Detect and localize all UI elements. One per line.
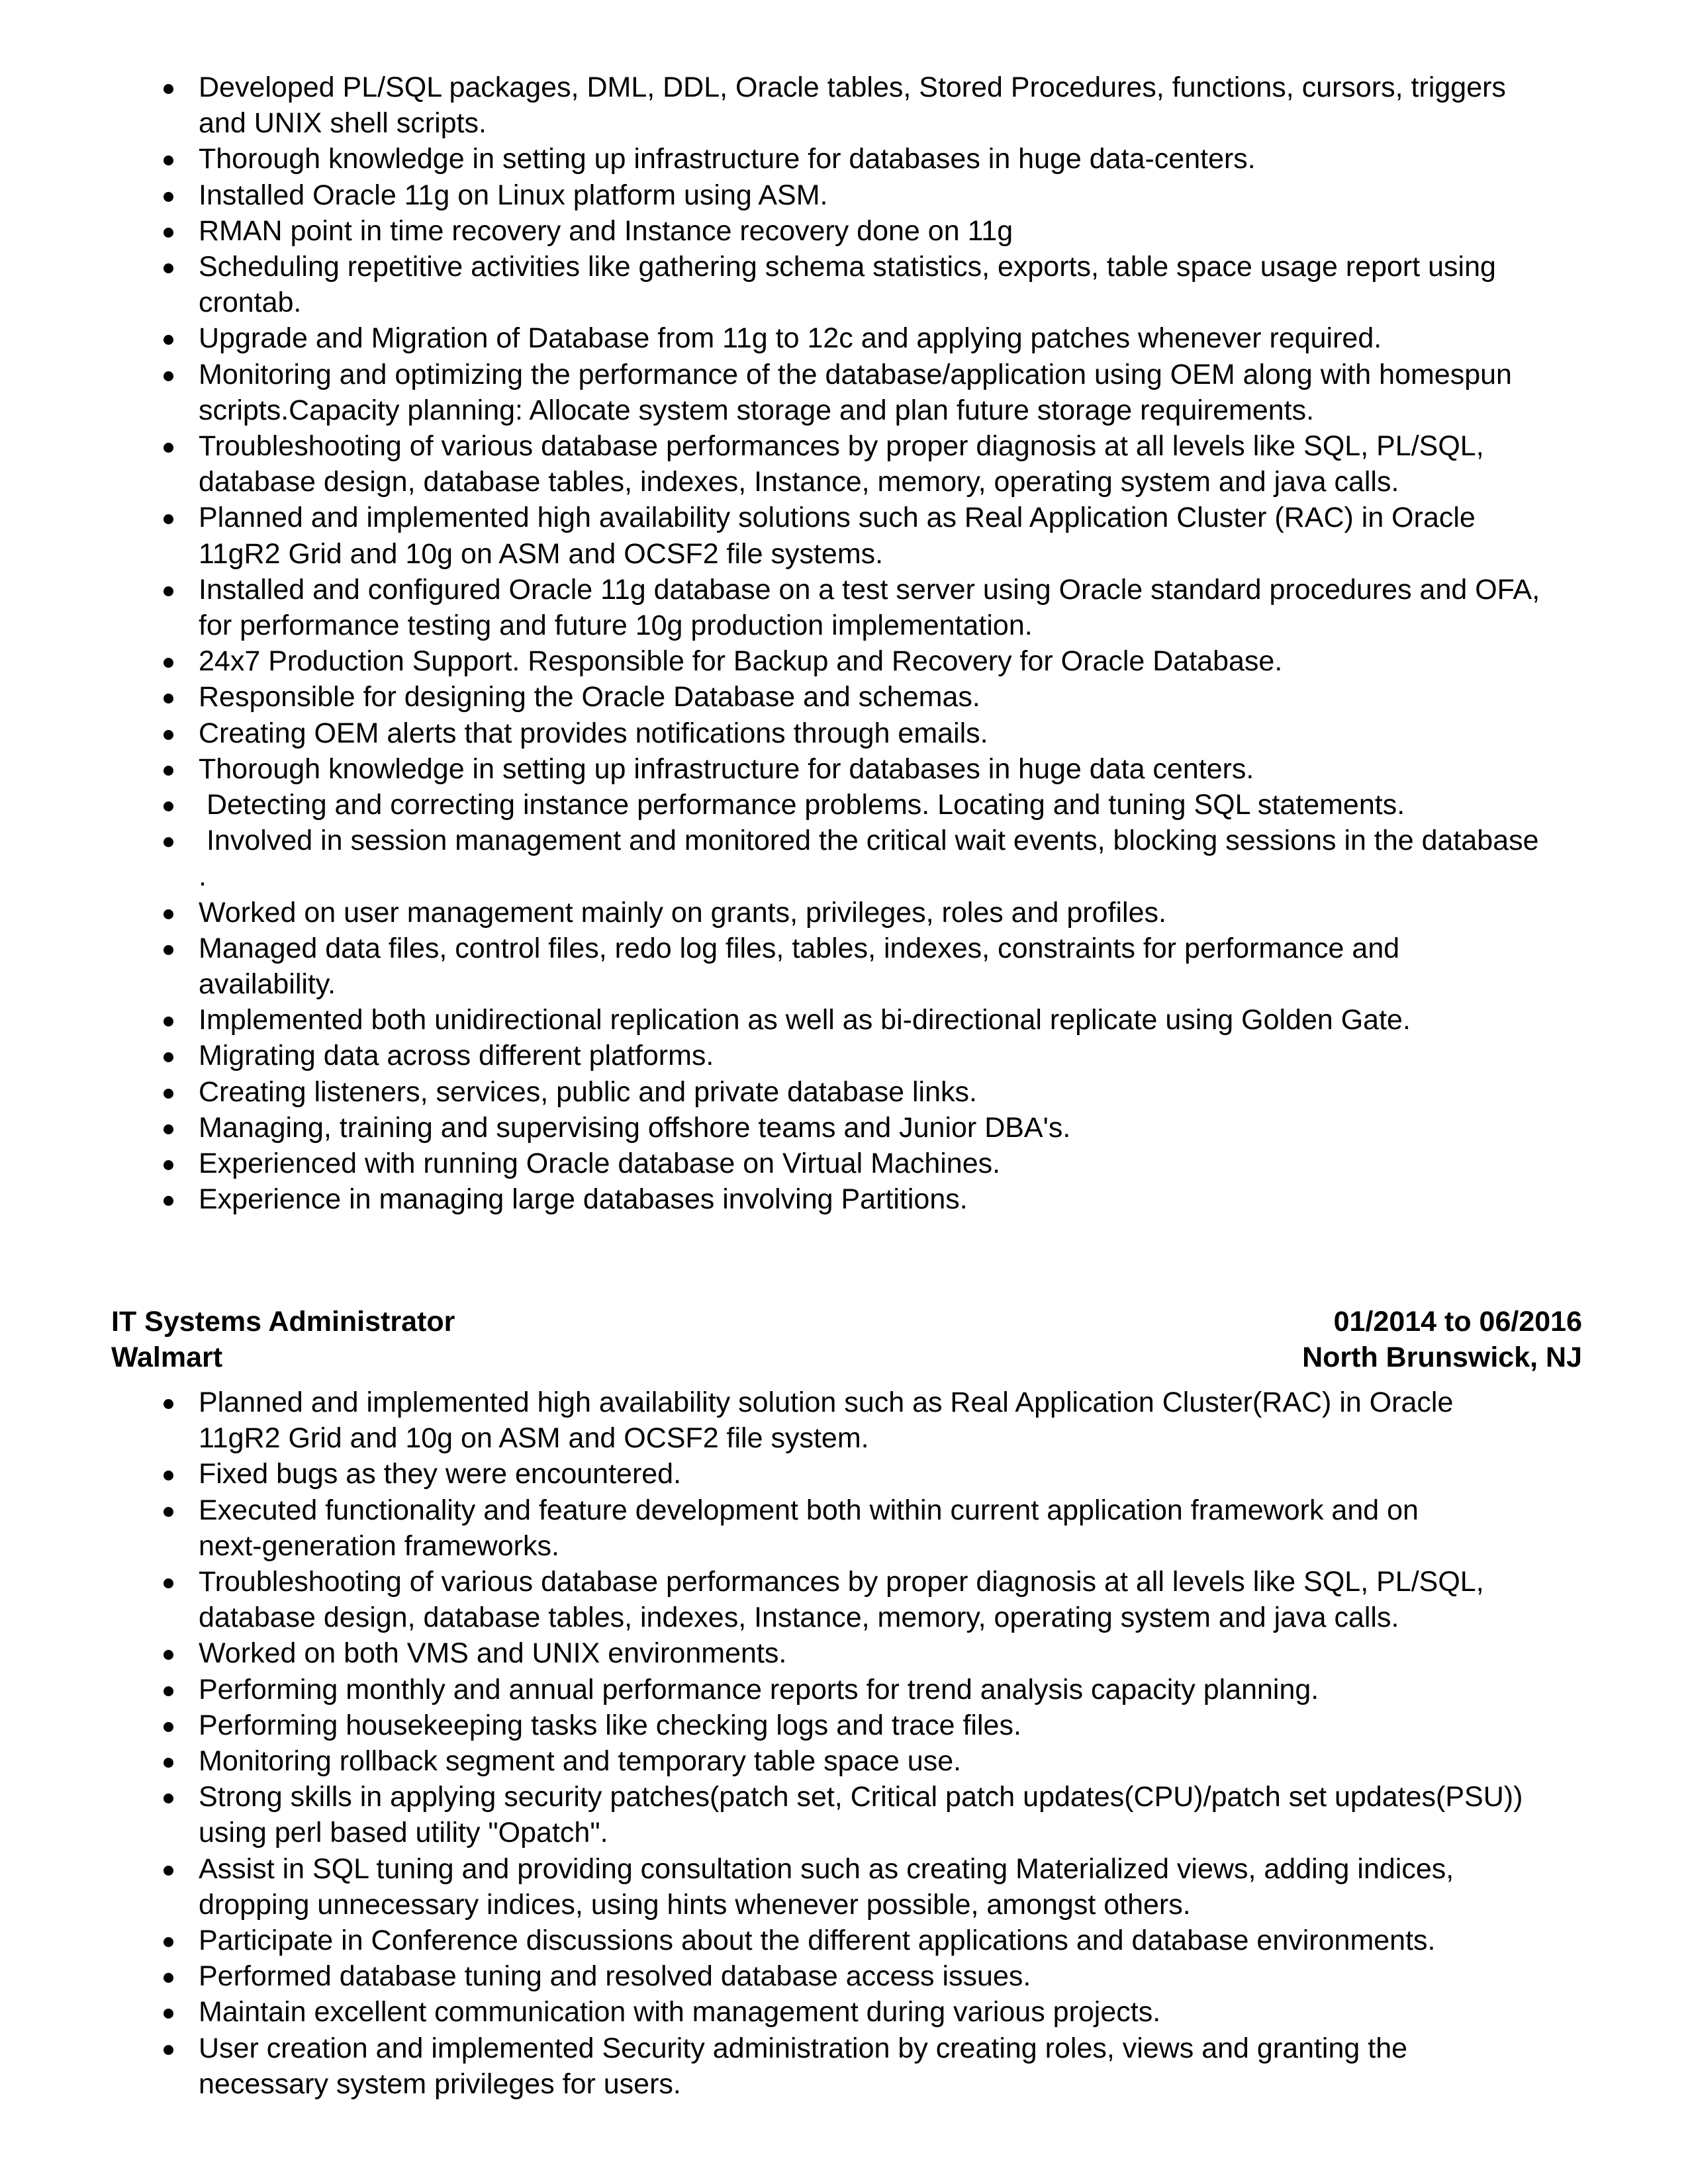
bullet-dot-icon [164,335,173,345]
walmart-job-bullet-list [0,1385,1688,2102]
bullet-text: 24x7 Production Support. Responsible for Backup and Recovery for Oracle Database. [199,645,1283,678]
bullet-item [0,1564,1582,1635]
bullet-dot-icon [164,84,173,94]
bullet-item [0,1779,1582,1850]
bullet-dot-icon [164,1973,173,1983]
bullet-dot-icon [164,1196,173,1206]
bullet-text: Monitoring and optimizing the performance of the database/application using OEM along with homespun scripts.Capacity planning: Allocate system storage and plan future storage requirements. [199,358,1512,426]
bullet-text: Troubleshooting of various database performances by proper diagnosis at all levels like SQL, PL/SQL, database design, database tables, indexes, Instance, memory, operating system and java calls. [199,430,1484,498]
bullet-dot-icon [164,1937,173,1947]
bullet-text: Responsible for designing the Oracle Database and schemas. [199,681,980,713]
bullet-text: Thorough knowledge in setting up infrastructure for databases in huge data centers. [199,752,1254,785]
bullet-item [0,823,1582,894]
bullet-dot-icon [164,1017,173,1026]
bullet-item [0,572,1582,643]
bullet-item [0,715,1582,751]
bullet-item [0,1635,1582,1671]
bullet-dot-icon [164,228,173,238]
bullet-dot-icon [164,1650,173,1660]
bullet-dot-icon [164,1089,173,1099]
bullet-dot-icon [164,837,173,847]
bullet-text: Experience in managing large databases involving Partitions. [199,1183,968,1216]
bullet-item [0,1743,1582,1779]
bullet-dot-icon [164,192,173,202]
bullet-text: Executed functionality and feature development both within current application framework and on next-generation frameworks. [199,1494,1419,1562]
bullet-dot-icon [164,443,173,453]
bullet-item [0,357,1582,428]
bullet-item [0,1181,1582,1217]
bullet-item [0,895,1582,931]
bullet-text: Upgrade and Migration of Database from 11g to 12c and applying patches whenever required. [199,322,1382,355]
bullet-text: Thorough knowledge in setting up infrastructure for databases in huge data-centers. [199,143,1256,175]
bullet-item [0,249,1582,320]
bullet-item [0,1672,1582,1707]
bullet-dot-icon [164,1758,173,1768]
bullet-item [0,787,1582,823]
job-dates: 01/2014 to 06/2016 [1333,1306,1582,1338]
bullet-dot-icon [164,945,173,955]
bullet-text: Maintain excellent communication with management during various projects. [199,1996,1161,2028]
bullet-dot-icon [164,801,173,811]
bullet-text: Implemented both unidirectional replication as well as bi-directional replicate using Golden Gate. [199,1004,1411,1036]
previous-job-bullet-list [0,69,1688,1218]
bullet-dot-icon [164,1686,173,1696]
bullet-item [0,1994,1582,2030]
bullet-item [0,177,1582,213]
bullet-text: Installed and configured Oracle 11g database on a test server using Oracle standard procedures and OFA, for performance testing and future 10g production implementation. [199,573,1540,642]
bullet-text: Planned and implemented high availability solutions such as Real Application Cluster (RAC) in Oracle 11gR2 Grid and 10g on ASM and OCSF2 file systems. [199,502,1476,570]
bullet-item [0,1923,1582,1958]
bullet-dot-icon [164,514,173,524]
bullet-item [0,1146,1582,1181]
bullet-text: Experienced with running Oracle database on Virtual Machines. [199,1148,1001,1180]
bullet-dot-icon [164,1399,173,1409]
bullet-text: Managed data files, control files, redo log files, tables, indexes, constraints for performance and availability. [199,932,1400,1001]
job-header-title-row [111,1304,1582,1340]
bullet-dot-icon [164,263,173,273]
bullet-text: Troubleshooting of various database performances by proper diagnosis at all levels like SQL, PL/SQL, database design, database tables, indexes, Instance, memory, operating system and java calls. [199,1566,1484,1634]
bullet-item [0,751,1582,787]
bullet-text: Fixed bugs as they were encountered. [199,1458,682,1490]
job-company: Walmart [111,1342,223,1373]
bullet-dot-icon [164,766,173,776]
bullet-text: User creation and implemented Security administration by creating roles, views and granting the necessary system privileges for users. [199,2032,1408,2100]
bullet-item [0,1385,1582,1456]
bullet-text: Performing housekeeping tasks like checking logs and trace files. [199,1709,1021,1741]
bullet-dot-icon [164,1866,173,1876]
bullet-dot-icon [164,1722,173,1732]
bullet-item [0,1958,1582,1994]
bullet-text: Scheduling repetitive activities like gathering schema statistics, exports, table space usage report using crontab. [199,251,1496,319]
bullet-item [0,141,1582,177]
bullet-dot-icon [164,2045,173,2055]
bullet-dot-icon [164,730,173,740]
bullet-text: Worked on both VMS and UNIX environments. [199,1637,787,1670]
bullet-text: Assist in SQL tuning and providing consultation such as creating Materialized views, adding indices, dropping unnecessary indices, using hints whenever possible, amongst others. [199,1852,1454,1921]
bullet-item [0,320,1582,356]
bullet-item [0,643,1582,679]
bullet-item [0,931,1582,1002]
bullet-text: Creating listeners, services, public and private database links. [199,1075,977,1108]
bullet-item [0,1002,1582,1038]
job-header-company-row [111,1340,1582,1375]
bullet-text: Migrating data across different platforms. [199,1040,714,1072]
bullet-item [0,1038,1582,1073]
job-location: North Brunswick, NJ [1302,1342,1582,1373]
bullet-item [0,1851,1582,1923]
job-title: IT Systems Administrator [111,1306,455,1338]
bullet-text: Installed Oracle 11g on Linux platform using ASM. [199,179,828,211]
bullet-item [0,2030,1582,2102]
bullet-dot-icon [164,1578,173,1588]
bullet-dot-icon [164,694,173,704]
bullet-text: Worked on user management mainly on grants, privileges, roles and profiles. [199,896,1166,929]
bullet-dot-icon [164,371,173,381]
bullet-dot-icon [164,1794,173,1803]
bullet-text: Monitoring rollback segment and temporary table space use. [199,1745,962,1778]
bullet-dot-icon [164,909,173,919]
bullet-text: Developed PL/SQL packages, DML, DDL, Oracle tables, Stored Procedures, functions, cursors, triggers and UNIX shell scripts. [199,71,1506,140]
bullet-dot-icon [164,156,173,165]
bullet-dot-icon [164,658,173,668]
bullet-item [0,1492,1582,1564]
bullet-text: Performing monthly and annual performance reports for trend analysis capacity planning. [199,1673,1319,1706]
bullet-item [0,1110,1582,1146]
bullet-text: Detecting and correcting instance performance problems. Locating and tuning SQL statements. [199,789,1405,821]
bullet-dot-icon [164,1507,173,1517]
bullet-text: Involved in session management and monitored the critical wait events, blocking sessions in the database . [199,825,1539,893]
bullet-text: RMAN point in time recovery and Instance recovery done on 11g [199,214,1013,247]
bullet-text: Managing, training and supervising offshore teams and Junior DBA's. [199,1111,1071,1144]
bullet-item [0,1074,1582,1110]
bullet-dot-icon [164,1124,173,1134]
bullet-dot-icon [164,2009,173,2019]
bullet-text: Strong skills in applying security patches(patch set, Critical patch updates(CPU)/patch set updates(PSU)) using perl based utility "Opatch". [199,1781,1523,1849]
bullet-item [0,1456,1582,1492]
bullet-text: Creating OEM alerts that provides notifications through emails. [199,717,988,749]
bullet-item [0,1707,1582,1743]
bullet-item [0,213,1582,249]
bullet-dot-icon [164,1471,173,1480]
bullet-dot-icon [164,1160,173,1170]
bullet-text: Performed database tuning and resolved database access issues. [199,1960,1031,1993]
bullet-item [0,500,1582,571]
bullet-item [0,428,1582,500]
bullet-item [0,69,1582,141]
bullet-item [0,679,1582,715]
bullet-dot-icon [164,1052,173,1062]
bullet-text: Planned and implemented high availability solution such as Real Application Cluster(RAC) in Oracle 11gR2 Grid and 10g on ASM and OCSF2 file system. [199,1387,1454,1455]
bullet-dot-icon [164,586,173,596]
bullet-text: Participate in Conference discussions about the different applications and database environments. [199,1925,1436,1957]
